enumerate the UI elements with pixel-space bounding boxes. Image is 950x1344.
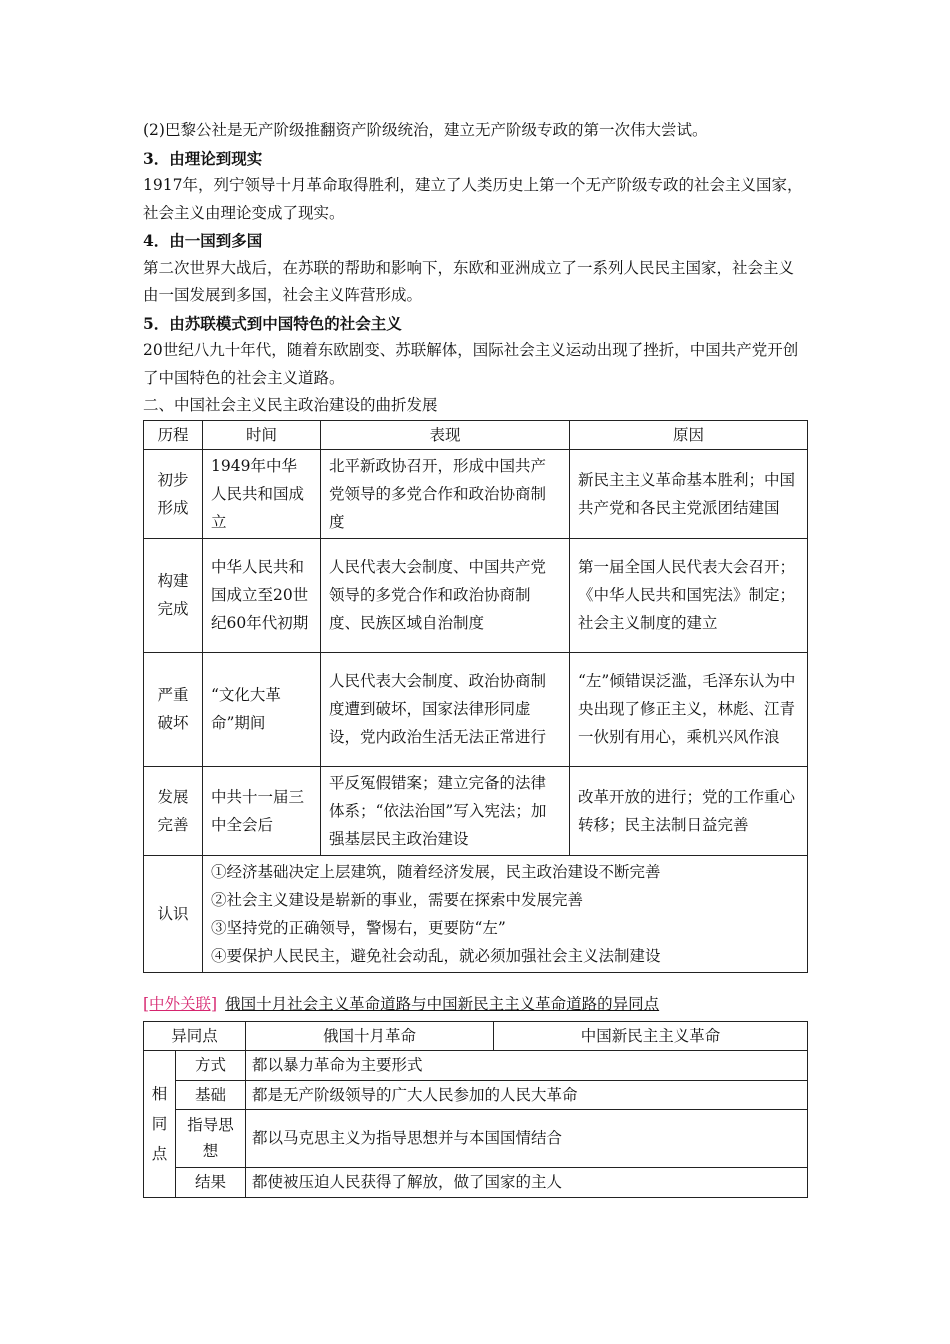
cell-manifestation: 北平新政协召开，形成中国共产党领导的多党合作和政治协商制度 [321, 449, 570, 538]
cell-reason: 改革开放的进行；党的工作重心转移；民主法制日益完善 [570, 766, 808, 855]
paragraph-one-to-many: 第二次世界大战后，在苏联的帮助和影响下，东欧和亚洲成立了一系列人民民主国家，社会主义由一国发展到多国，社会主义阵营形成。 [143, 258, 795, 304]
cell-content: 都以马克思主义为指导思想并与本国国情结合 [246, 1109, 808, 1167]
related-tag: [中外关联] [143, 994, 218, 1013]
cell-manifestation: 人民代表大会制度、中国共产党领导的多党合作和政治协商制度、民族区域自治制度 [321, 538, 570, 652]
header-russia: 俄国十月革命 [246, 1021, 494, 1050]
table-row [144, 449, 808, 538]
similarity-label: 相同点 [151, 1084, 168, 1163]
table-header-row [144, 420, 808, 449]
header-reason: 原因 [570, 420, 808, 449]
cell-content: 都以暴力革命为主要形式 [246, 1050, 808, 1080]
heading-theory-to-reality: 3．由理论到现实 [143, 148, 263, 168]
cell-time: 中共十一届三中全会后 [203, 766, 321, 855]
header-aspect: 异同点 [144, 1021, 246, 1050]
table-row [144, 1109, 808, 1167]
comparison-heading [143, 991, 807, 1017]
cell-reason: 新民主主义革命基本胜利；中国共产党和各民主党派团结建国 [570, 449, 808, 538]
table-row [144, 1050, 808, 1080]
insight-item: ②社会主义建设是崭新的事业，需要在探索中发展完善 [211, 890, 584, 909]
cell-stage: 构建完成 [144, 538, 203, 652]
table-row [144, 538, 808, 652]
document-page [143, 117, 807, 1198]
comparison-title: 俄国十月社会主义革命道路与中国新民主主义革命道路的异同点 [225, 994, 660, 1013]
cell-reason: 第一届全国人民代表大会召开；《中华人民共和国宪法》制定；社会主义制度的建立 [570, 538, 808, 652]
table-row [144, 1080, 808, 1109]
cell-manifestation: 平反冤假错案；建立完备的法律体系；“依法治国”写入宪法；加强基层民主政治建设 [321, 766, 570, 855]
header-stage: 历程 [144, 420, 203, 449]
heading-soviet-to-chinese: 5．由苏联模式到中国特色的社会主义 [143, 313, 402, 333]
insight-item: ④要保护人民民主，避免社会动乱，就必须加强社会主义法制建设 [211, 946, 661, 965]
table-header-row [144, 1021, 808, 1050]
cell-aspect: 基础 [176, 1080, 246, 1109]
cell-aspect: 指导思想 [176, 1109, 246, 1167]
header-china: 中国新民主主义革命 [494, 1021, 808, 1050]
insight-list [203, 855, 808, 972]
table-row [144, 766, 808, 855]
cell-stage: 初步形成 [144, 449, 203, 538]
header-time: 时间 [203, 420, 321, 449]
section-title-democracy: 二、中国社会主义民主政治建设的曲折发展 [143, 396, 438, 414]
heading-one-to-many: 4．由一国到多国 [143, 231, 263, 250]
democracy-development-table [143, 420, 808, 973]
cell-aspect: 方式 [176, 1050, 246, 1080]
revolution-comparison-table [143, 1021, 808, 1198]
paragraph-soviet-to-chinese: 20世纪八九十年代，随着东欧剧变、苏联解体，国际社会主义运动出现了挫折，中国共产党开创了中国特色的社会主义道路。 [143, 341, 799, 387]
table-row [144, 652, 808, 766]
cell-time: 1949年中华人民共和国成立 [203, 449, 321, 538]
table-row [144, 1167, 808, 1197]
paragraph-theory-to-reality: 1917年，列宁领导十月革命取得胜利，建立了人类历史上第一个无产阶级专政的社会主义国家，社会主义由理论变成了现实。 [143, 176, 803, 222]
cell-content: 都是无产阶级领导的广大人民参加的人民大革命 [246, 1080, 808, 1109]
insight-row [144, 855, 808, 972]
cell-content: 都使被压迫人民获得了解放，做了国家的主人 [246, 1167, 808, 1197]
similarity-label-cell [144, 1050, 176, 1197]
cell-reason: “左”倾错误泛滥，毛泽东认为中央出现了修正主义，林彪、江青一伙别有用心，乘机兴风作浪 [570, 652, 808, 766]
paragraph-paris-commune: (2)巴黎公社是无产阶级推翻资产阶级统治，建立无产阶级专政的第一次伟大尝试。 [143, 121, 708, 139]
cell-time: 中华人民共和国成立至20世纪60年代初期 [203, 538, 321, 652]
cell-aspect: 结果 [176, 1167, 246, 1197]
cell-time: “文化大革命”期间 [203, 652, 321, 766]
header-manifestation: 表现 [321, 420, 570, 449]
insight-item: ③坚持党的正确领导，警惕右，更要防“左” [211, 918, 506, 937]
cell-manifestation: 人民代表大会制度、政治协商制度遭到破坏，国家法律形同虚设，党内政治生活无法正常进行 [321, 652, 570, 766]
insight-item: ①经济基础决定上层建筑，随着经济发展，民主政治建设不断完善 [211, 862, 661, 881]
insight-label: 认识 [144, 855, 203, 972]
cell-stage: 发展完善 [144, 766, 203, 855]
cell-stage: 严重破坏 [144, 652, 203, 766]
